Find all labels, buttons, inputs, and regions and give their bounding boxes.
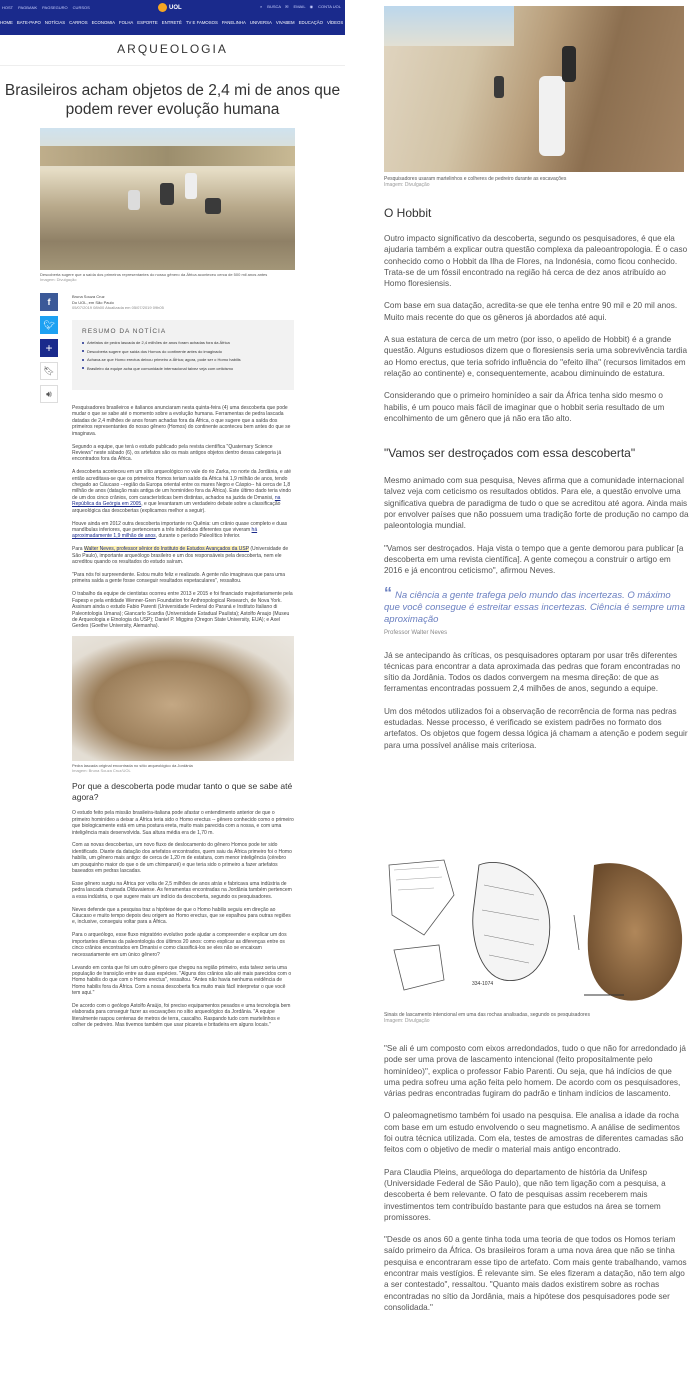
drawing-caption bbox=[384, 1012, 590, 1024]
uol-logo[interactable] bbox=[158, 3, 182, 12]
photo2-caption bbox=[384, 176, 566, 188]
headline: Brasileiros acham objetos de 2,4 mi de anos que podem rever evolução humana bbox=[4, 82, 341, 118]
text: Houve ainda em 2012 outra descoberta importante no Quênia: um crânio quase completo e duas mandíbulas inferiores, que pertenceram a três indivíduos diferentes que viveram bbox=[72, 520, 288, 533]
photo-person bbox=[185, 173, 197, 199]
photo-person bbox=[494, 76, 504, 98]
listen-button[interactable] bbox=[40, 385, 58, 403]
paragraph bbox=[72, 546, 294, 565]
subheading-hobbit: O Hobbit bbox=[384, 206, 432, 220]
paragraph: Com base em sua datação, acredita-se que ele tenha entre 90 mil e 20 mil anos. Muito mais recente do que os gêneros já abordados até aqui. bbox=[384, 301, 678, 322]
paragraph: De acordo com o geólogo Astolfo Araújo, foi preciso equipamentos pesados e uma tecnologia bem elaborada para conseguir fazer as escavações no sítio arqueológico da Jordânia. "A equipe literalmente raspou centenas de metros de terra, cascalho. Raspando tudo com martelinhos e colher de pedreiro. Mas tivemos também que usar picareta e britadeira em alguns locais." bbox=[72, 1003, 291, 1029]
subheading-destrocados: "Vamos ser destroçados com essa descoberta" bbox=[384, 446, 636, 461]
summary-item: Artefatos de pedra lascada de 2,4 milhões de anos foram achadas fora da África bbox=[82, 340, 284, 346]
top-right-links bbox=[256, 4, 341, 9]
publish-dates: 05/07/2019 08h00 Atualizada em 05/07/2019 09h05 bbox=[72, 305, 164, 310]
link-1-9-million[interactable]: há aproximadamente 1,9 milhão de anos bbox=[72, 527, 258, 540]
rock-caption bbox=[72, 763, 294, 773]
paragraph: "Se ali é um composto com eixos arredondados, tudo o que não for arredondado já pode ser uma prova de lascamento intencional (feito propositalmente pelo hominídeo)", explica o professor Fabio Parenti. Ou seja, que há indícios de que uma pedra sofreu uma ação feita pelo homem. De acordo com os pesquisadores, várias pedras encontradas fugiram do padrão e tinham indícios de lascamento. bbox=[384, 1044, 686, 1099]
quote-text: Na ciência a gente trafega pelo mundo das incertezas. O máximo que você consegue é estreitar essas incertezas. Ciência é sempre uma aproximação bbox=[384, 589, 685, 625]
article-body-right-bottom bbox=[384, 1043, 689, 1324]
paragraph: Já se antecipando às críticas, os pesquisadores optaram por usar três diferentes técnicas para encontrar a data aproximada das pedras que foram encontradas no sítio da Jordânia. Todos os dados convergem na mesma direção: de que as ferramentas encontradas possuem 2,4 milhões de anos, segundo a equipe. bbox=[384, 650, 681, 694]
photo-person bbox=[160, 183, 174, 205]
paragraph: Um dos métodos utilizados foi a observação de recorrência de forma nas pedras estudadas. Nesse processo, é verificado se existem padrões no formato dos artefatos. Os objetos que fogem dessa lógica já chamam a atenção e podem seguir para uma possível análise mais criteriosa. bbox=[384, 706, 688, 750]
stone-tool-photo bbox=[72, 636, 294, 761]
caption-source: Imagem: Divulgação bbox=[384, 182, 430, 188]
photo-person bbox=[128, 190, 140, 210]
nav-item[interactable]: EDUCAÇÃO bbox=[298, 20, 323, 25]
paragraph: Mesmo animado com sua pesquisa, Neves afirma que a comunidade internacional talvez veja com ceticismo os resultados obtidos. Para ele, a questão envolve uma significativa quebra de paradigma de tudo o que se acreditou até agora. Ainda mais por envolver países que não possuem uma tradição forte de produção no campo da paleontologia mundial. bbox=[384, 476, 689, 531]
paragraph: "Vamos ser destroçados. Haja vista o tempo que a gente demorou para publicar [a descoberta em uma revista científica]. A gente começou a construir o artigo em 2016 e já encontrou ceticismo", afirmou Neves. bbox=[384, 543, 684, 576]
drawing-label: 334-1074 bbox=[472, 981, 494, 987]
nav-item[interactable]: VÍDEOS bbox=[327, 20, 344, 25]
summary-title: RESUMO DA NOTÍCIA bbox=[82, 328, 167, 335]
caption-text: Pedra lascada original encontrada no sítio arqueológico da Jordânia bbox=[72, 763, 193, 769]
right-column bbox=[352, 0, 700, 1381]
paragraph: Considerando que o primeiro hominídeo a sair da África tenha sido mesmo o habilis, é um pouco mais fácil de imaginar que o hobbit seria resultado de um encolhimento de um gênero que já não era tão alto. bbox=[384, 391, 665, 423]
top-link[interactable]: PAGSEGURO bbox=[42, 4, 68, 10]
site-header bbox=[0, 0, 367, 35]
paragraph bbox=[72, 521, 294, 540]
main-nav bbox=[0, 20, 371, 25]
author-name: Bruna Souza Cruz bbox=[72, 294, 105, 299]
paragraph: Pesquisadores brasileiros e italianos anunciaram nesta quinta-feira (4) uma descoberta que pode mudar o que se sabe até o momento sobre a evolução humana. Ferramentas de pedra lascada datadas de 2,4 milhões de anos foram achadas fora da África, o que sugere que a saída dos primeiros representantes do nosso gênero (Homos) do continente aconteceu bem antes do que se imaginava. bbox=[72, 405, 291, 437]
facebook-icon: f bbox=[47, 297, 51, 307]
save-button[interactable] bbox=[40, 362, 58, 380]
bookmark-icon: 🔖︎ bbox=[43, 365, 55, 376]
text: A descoberta aconteceu em um sítio arqueológico no vale do rio Zarka, no norte da Jordânia, e até então acreditava-se que os primeiros Homos teriam saído da África há 1,9 milhão de anos, tendo chegado ao Cáucaso --região da Europa oriental entre os mares Negro e Cáspio-- há cerca de 1,8 milhão de anos (datação mais antiga de um hominídeo fora da África). Este último dado teria vindo de um dos cinco crânios, com características bem distintas, achados na jazida de Dmanisi, bbox=[72, 469, 292, 501]
top-link[interactable]: CURSOS bbox=[72, 4, 90, 10]
paragraph: A sua estatura de cerca de um metro (por isso, o apelido de Hobbit) é a grande questão. Alguns estudiosos dizem que o floresiensis seria uma sobrevivência tardia ao Homo erectus, que teria sofrido influência do "efeito ilha" (recursos limitados em relação ao continente) e, consequentemente, acabou diminuindo de estatura. bbox=[384, 335, 688, 378]
stone-tool-drawing bbox=[384, 855, 684, 1007]
nav-item[interactable]: TV E FAMOSOS bbox=[185, 20, 218, 25]
photo1-caption bbox=[40, 272, 295, 282]
nav-item[interactable]: HOME bbox=[0, 20, 13, 25]
researchers-photo bbox=[384, 6, 684, 172]
author-block bbox=[72, 294, 164, 311]
paragraph: Outro impacto significativo da descoberta, segundo os pesquisadores, é que ela ajudaria também a explicar outra questão complexa da paleoantropologia. É o caso conhecido como o Hobbit da Ilha de Flores, na Indonésia, como ficou conhecido. Trata-se de um fóssil encontrado na região há cerca de dez anos atribuído ao Homo floresiensis. bbox=[384, 234, 688, 289]
nav-item[interactable]: FOLHA bbox=[118, 20, 134, 25]
paragraph: O trabalho da equipe de cientistas ocorreu entre 2013 e 2015 e foi financiado majoritariamente pela Fapesp e pela entidade Wenner-Gren Foundation for Anthropological Research, de Nova York. Assinam ainda o estudo Fabio Parenti (Universidade Federal do Paraná e Instituto Italiano di Paleontologia Umana); Giancarlo Scardia (Universidade Estadual Paulista); Astolfo Araujo (Museu de Arqueologia e Etnologia da USP); Daniel P. Miggins (Oregon State University, EUA); e Axel Gerdes (Goethe University, Alemanha). bbox=[72, 591, 293, 630]
paragraph: Para Claudia Pleins, arqueóloga do departamento de história da Unifesp (Universidade Federal de São Paulo), que não tem ligação com a pesquisa, a descoberta é bem relevante. O fato de pesquisas assim receberem mais investimentos tem contribuído bastante para que estudos na área se tornem promissores. bbox=[384, 1167, 666, 1222]
caption-text: Descoberta sugere que a saída dos primeiros representantes do nosso gênero da África aconteceu cerca de 500 mil anos antes bbox=[40, 272, 268, 277]
account-label: CONTA UOL bbox=[318, 4, 341, 9]
email-label: EMAIL bbox=[293, 4, 306, 9]
paragraph: Esse gênero surgiu na África por volta de 2,5 milhões de anos atrás e fabricava uma indústria de pedra lascada chamada Olduvaiense. As ferramentas encontradas na Jordânia também pertencem a essa indústria, o que sugere mais um indício da descoberta, segundo os pesquisadores. bbox=[72, 880, 292, 900]
summary-item: Brasileiro da equipe acha que comunidade internacional talvez veja com ceticismo bbox=[82, 366, 284, 372]
subheading: Por que a descoberta pode mudar tanto o que se sabe até agora? bbox=[72, 781, 293, 802]
caption-text: Sinais de lascamento intencional em uma das rochas analisadas, segundo os pesquisadores bbox=[384, 1012, 590, 1018]
paragraph: Para o arqueólogo, esse fluxo migratório evolutivo pode ajudar a compreender e explicar um dos importantes dilemas da paleontologia dos últimos 20 anos: como explicar as diferenças entre os cinco crânios encontrados em Dmanisi e como classificá-los se eles não se encaixam necessariamente em um único gênero? bbox=[72, 932, 287, 958]
text: , durante o período Paleolítico Inferior. bbox=[155, 533, 241, 540]
paragraph: "Desde os anos 60 a gente tinha toda uma teoria de que todos os Homos teriam saído primeiro da África. Os brasileiros foram a uma nova área que não se tinha pesquisa e encontraram esse tipo de artefato. Com mais gente trabalhando, vamos encontrar mais vestígios. É relevante sim. Se eles fizeram a datação, não tem algo a ser contestado", ressaltou. "Quanto mais dados existirem sobre as rochas encontradas no sítio da Jordânia, mais a hipótese dos pesquisadores pode ser consolidada." bbox=[384, 1235, 687, 1312]
plus-icon: + bbox=[45, 341, 53, 355]
search-label: BUSCA bbox=[267, 4, 282, 9]
nav-item[interactable]: NOTÍCIAS bbox=[44, 20, 66, 25]
pull-quote bbox=[384, 584, 689, 626]
excavation-photo bbox=[40, 128, 295, 270]
caption-source: Imagem: Bruna Souza Cruz/UOL bbox=[72, 768, 131, 774]
summary-item: Descoberta sugere que saída dos Homos do continente antes do imaginado bbox=[82, 349, 284, 355]
more-share-button[interactable] bbox=[40, 339, 58, 357]
paragraph: Levando em conta que foi um outro gênero que chegou na região primeiro, esta talvez seria uma população de transição entre as duas espécies. "Alguns dos crânios são até mais parecidos com o Homo habilis do que com o Homo erectus", ressaltou. "Antes não havia nenhuma evidência de Homo habilis fora da África. Com a nossa descoberta fica muito mais fácil interpretar o que você tem aqui." bbox=[72, 964, 292, 997]
photo-hills bbox=[40, 146, 295, 166]
photo-person bbox=[562, 46, 576, 82]
article-body-left bbox=[72, 405, 294, 1035]
summary-item: Achava-se que Homo erectus deixou primeiro a África; agora, pode ser o Homo habilis bbox=[82, 357, 284, 363]
speaker-icon: 🔊︎ bbox=[46, 388, 52, 399]
nav-item[interactable]: UNIVERSA bbox=[249, 20, 272, 25]
nav-item[interactable]: CARROS bbox=[69, 20, 88, 25]
paragraph bbox=[72, 469, 294, 514]
nav-item[interactable]: ENTRETÊ bbox=[161, 20, 182, 25]
caption-source: Imagem: Divulgação bbox=[384, 1018, 430, 1024]
paragraph: "Para nós foi surpreendente. Estou muito feliz e realizado. A gente não imaginava que para uma primeira saída a gente fosse conseguir resultados espetaculares", ressaltou. bbox=[72, 572, 286, 585]
article-body-right-top bbox=[384, 206, 689, 762]
paragraph: Com as novas descobertas, um novo fluxo de deslocamento do gênero Homos pode ter sido identificado. Diante da datação dos artefatos encontrados, quem saiu da África primeiro foi o Homo habilis, um gênero mais antigo: de cerca de 1,20 m de estatura, com menor inteligência (cérebro um pouquinho maior do que o de um chimpanzé) e que teria sido o primeiro a fazer artefatos baseados em pedras lascadas. bbox=[72, 842, 292, 875]
summary-list bbox=[82, 340, 284, 371]
logo-text: UOL bbox=[169, 4, 182, 11]
photo-person bbox=[539, 76, 565, 156]
link-georgia-2005[interactable]: na República da Geórgia em 2005 bbox=[72, 494, 281, 508]
paragraph: Neves defende que a pesquisa traz a hipótese de que o Homo habilis seguiu em direção ao Cáucaso e muito tempo depois deu origem ao Homo erectus, que se espalhou para outras regiões e, inclusive, conseguiu voltar para a África. bbox=[72, 906, 291, 926]
section-title[interactable]: ARQUEOLOGIA bbox=[0, 42, 345, 66]
top-link[interactable]: PAGBANK bbox=[18, 4, 38, 10]
nav-item[interactable]: ESPORTE bbox=[137, 20, 158, 25]
logo-icon bbox=[158, 3, 167, 12]
facebook-share-button[interactable] bbox=[40, 293, 58, 311]
paragraph: O paleomagnetismo também foi usado na pesquisa. Ele analisa a idade da rocha com base em um estudo envolvendo o seu magnetismo. A análise de sedimentos foi outra técnica utilizada. Com ela, testes de amostras de diferentes camadas são feitos com o objetivo de medir o material mais antigo encontrado. bbox=[384, 1111, 684, 1155]
nav-item[interactable]: BATE-PAPO bbox=[16, 20, 41, 25]
photo-person bbox=[205, 198, 221, 214]
paragraph: Segundo a equipe, que terá o estudo publicado pela revista científica "Quaternary Science Reviews" neste sábado (6), os artefatos são os mais antigos objetos dentro dessa categoria já encontrados fora da África. bbox=[72, 443, 282, 463]
nav-item[interactable]: ECONOMIA bbox=[91, 20, 115, 25]
email-link[interactable]: ✉ EMAIL bbox=[285, 4, 306, 9]
text: (Universidade de São Paulo), importante arqueólogo brasileiro e um dos responsáveis pela descoberta, nem ele acreditou quando os resultados do estudo saíram. bbox=[72, 546, 289, 566]
text: , e que levantaram um verdadeiro debate sobre a classificação arqueológica das descobertas (explicamos melhor a seguir). bbox=[72, 501, 281, 514]
nav-item[interactable]: + CANAIS bbox=[347, 20, 367, 25]
author-org: Do UOL, em São Paulo bbox=[72, 299, 114, 305]
nav-item[interactable]: PANELINHA bbox=[221, 20, 246, 25]
quote-icon: “ bbox=[384, 584, 392, 602]
search-link[interactable]: ⌕ BUSCA bbox=[259, 4, 282, 9]
account-link[interactable]: ◉ CONTA UOL bbox=[309, 4, 341, 9]
drawing-svg bbox=[384, 855, 684, 1007]
photo-sky bbox=[384, 6, 514, 46]
link-walter-neves[interactable]: Walter Neves, professor sênior do Instituto de Estudos Avançados da USP bbox=[83, 546, 249, 553]
twitter-share-button[interactable] bbox=[40, 316, 58, 334]
top-link[interactable]: HOST bbox=[2, 4, 14, 10]
nav-item[interactable]: VIVABEM bbox=[275, 20, 295, 25]
caption-source: Imagem: Divulgação bbox=[40, 277, 77, 282]
news-summary bbox=[72, 320, 294, 390]
twitter-icon: 🐦︎ bbox=[43, 319, 55, 330]
quote-author: Professor Walter Neves bbox=[384, 629, 448, 636]
caption-text: Pesquisadores usaram martelinhos e colheres de pedreiro durante as escavações bbox=[384, 176, 567, 182]
text: Para bbox=[72, 546, 84, 553]
paragraph: O estudo feito pela missão brasileira-italiana pode afastar o entendimento anterior de que o primeiro hominídeo a deixar a África teria sido o Homo erectus -- gênero conhecido como o primeiro que biologicamente está em uma postura ereta, muito mais parecida com a nossa, e com uma inteligência mais desenvolvida. Sua altura média era de 1,70 m. bbox=[72, 810, 294, 836]
